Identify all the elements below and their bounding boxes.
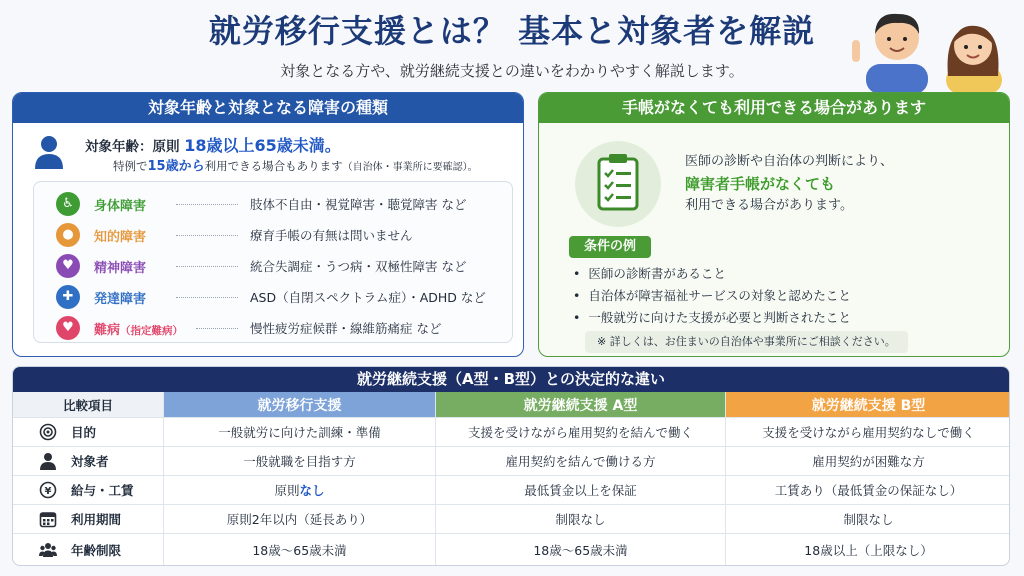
person-icon [33,135,65,169]
column-header [13,392,163,417]
cell-text: 制限なし [843,512,894,527]
person-icon [39,452,57,470]
table-row [13,534,1010,565]
table-cell [725,505,1010,533]
disability-desc: 療育手帳の有無は問いません [250,228,413,243]
people-illustration [836,6,1006,94]
table-header-row [13,392,1010,418]
list-item [34,283,512,311]
table-cell [435,447,725,475]
cell-text: 制限なし [555,512,606,527]
row-label [13,534,163,565]
dotted-leader [196,328,238,329]
dotted-leader [176,235,238,236]
target-icon [39,423,57,441]
row-label-text: 対象者 [71,454,109,469]
disability-desc: 統合失調症・うつ病・双極性障害 など [250,259,467,274]
table-cell [725,418,1010,446]
dotted-leader [176,297,238,298]
dotted-leader [176,204,238,205]
table-cell [163,505,435,533]
disability-name [94,319,183,338]
conditions-label: 条件の例 [569,236,651,258]
age-value: 18歳以上65歳未満。 [184,136,341,155]
list-item: • 一般就労に向けた支援が必要と判断されたこと [587,307,851,329]
disability-name-note: （指定難病） [120,325,184,337]
cell-text: 支援を受けながら雇用契約なしで働く [762,425,975,440]
list-item [34,221,512,249]
target-age-heading: 対象年齢と対象となる障害の種類 [13,93,523,123]
cell-text: 一般就職を目指す方 [243,454,356,469]
age-exception [113,155,478,174]
no-handbook-heading: 手帳がなくても利用できる場合があります [539,93,1009,123]
list-item [34,252,512,280]
table-row [13,447,1010,476]
cell-text: 18歳〜65歳未満 [533,542,628,558]
table-cell [725,534,1010,565]
no-handbook-text [685,151,893,217]
conditions-list [587,263,851,329]
row-label-text: 年齢制限 [71,542,122,558]
cell-text: 一般就労に向けた訓練・準備 [218,425,381,440]
cell-text: 雇用契約を結んで働ける方 [505,454,656,469]
table-cell [725,447,1010,475]
page-subtitle: 対象となる方や、就労継続支援との違いをわかりやすく解説します。 [280,62,744,80]
exception-suffix: 利用できる場合もあります [204,159,343,173]
row-label-text: 目的 [71,425,97,440]
disability-name: 身体障害 [94,199,147,214]
cell-text: 18歳以上（上限なし） [804,542,933,558]
disability-desc: 慢性疲労症候群・線維筋痛症 など [250,321,442,336]
cell-text: 原則2年以内（延長あり） [226,512,373,527]
cell-text: 最低賃金以上を保証 [524,483,637,498]
table-cell [435,534,725,565]
table-cell [725,476,1010,504]
heart-icon: ♥ [56,254,80,278]
list-item [34,190,512,218]
no-handbook-line3: 利用できる場合があります。 [685,198,853,213]
row-label-text: 利用期間 [71,512,122,527]
column-header [163,392,435,417]
medical-heart-icon: ♥ [56,316,80,340]
disability-desc: 肢体不自由・視覚障害・聴覚障害 など [250,197,467,212]
row-label-text: 給与・工賃 [71,483,134,498]
column-header [725,392,1010,417]
disability-desc: ASD（自閉スペクトラム症）・ADHD など [250,290,486,305]
cell-text: 支援を受けながら雇用契約を結んで働く [467,425,693,440]
disability-name: 知的障害 [94,230,147,245]
table-row [13,505,1010,534]
cell-text: 18歳〜65歳未満 [252,542,347,558]
column-header-text: 就労移行支援 [257,397,342,414]
cell-text: 工賃あり（最低賃金の保証なし） [774,483,963,498]
table-cell [163,476,435,504]
disability-name-text: 難病 [94,323,121,338]
column-header [435,392,725,417]
wheelchair-icon: ♿ [56,192,80,216]
list-item [34,314,512,342]
column-header-text: 就労継続支援 A型 [523,397,638,414]
cell-prefix: 原則 [274,483,300,498]
table-cell [163,418,435,446]
puzzle-icon: ✚ [56,285,80,309]
age-text [85,133,341,156]
head-icon: ● [56,223,80,247]
table-cell [435,505,725,533]
row-label [13,505,163,533]
svg-text:¥: ¥ [44,486,52,497]
table-cell [435,418,725,446]
exception-note: （自治体・事業所に要確認）。 [342,162,478,173]
row-label [13,418,163,446]
comparison-table [12,366,1010,566]
table-cell [435,476,725,504]
list-item: • 自治体が障害福祉サービスの対象と認めたこと [587,285,851,307]
row-label [13,476,163,504]
yen-icon [39,481,57,499]
no-handbook-line2: 障害者手帳がなくても [685,175,836,193]
target-age-panel [12,92,524,357]
column-header-text: 比較項目 [62,397,113,413]
clipboard-icon [575,141,661,227]
page-title: 就労移行支援とは？ 基本と対象者を解説 [208,12,816,50]
dotted-leader [176,266,238,267]
disability-list [33,181,513,343]
clipboard-icon-bg [575,141,661,227]
exception-value: 15歳から [147,159,205,174]
consult-note: ※ 詳しくは、お住まいの自治体や事業所にご相談ください。 [585,331,908,353]
table-cell [163,447,435,475]
table-row [13,418,1010,447]
table-cell [163,534,435,565]
comparison-heading: 就労継続支援（A型・B型）との決定的な違い [13,367,1009,392]
cell-text [164,481,435,499]
calendar-icon [39,510,57,528]
no-handbook-line1: 医師の診断や自治体の判断により、 [685,154,894,169]
column-header-text: 就労継続支援 B型 [811,397,926,414]
exception-prefix: 特例で [113,159,148,173]
cell-emphasis: なし [299,483,325,498]
disability-name: 精神障害 [94,261,147,276]
disability-name: 発達障害 [94,292,147,307]
row-label [13,447,163,475]
no-handbook-panel [538,92,1010,357]
group-icon [39,541,57,559]
age-info [33,133,513,177]
list-item: • 医師の診断書があること [587,263,851,285]
cell-text: 雇用契約が困難な方 [812,454,925,469]
age-prefix: 対象年齢：原則 [85,139,185,155]
table-row [13,476,1010,505]
